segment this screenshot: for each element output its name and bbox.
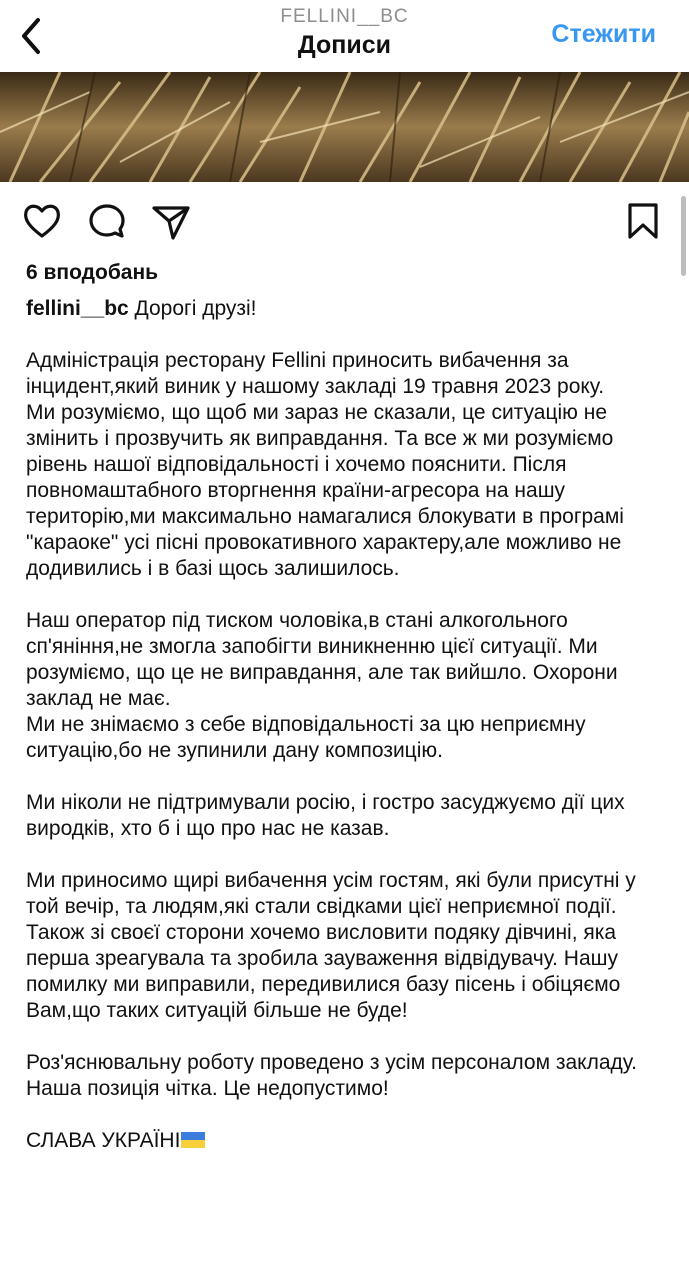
post-actions bbox=[0, 196, 689, 246]
like-button[interactable] bbox=[22, 196, 62, 246]
post-caption bbox=[26, 296, 666, 1154]
closing-line bbox=[26, 1128, 666, 1154]
scrollbar[interactable] bbox=[681, 196, 686, 276]
caption-paragraph: Ми розуміємо, що щоб ми зараз не сказали, це ситуацію не змінить і прозвучить як виправдання. Та все ж ми розуміємо рівень нашої відповідальності і хочемо пояснити. Після повномаштабного вторгнення країни-агресора на нашу територію,ми максимально намагалися блокувати в програмі "караоке" усі пісні провокативного характеру,але можливо не додивились і в базі щось залишилось. bbox=[26, 401, 624, 580]
caption-paragraph: Ми приносимо щирі вибачення усім гостям, які були присутні у той вечір, та людям,які стали свідками цієї неприємної події. Також зі своєї сторони хочемо висловити подяку дівчині, яка перша зреагувала та зробила зауваження відвідувачу. Нашу помилку ми виправили, передивилися базу пісень і обіцяємо Вам,що таких ситуацій більше не буде! bbox=[26, 869, 636, 1022]
caption-paragraph: Наш оператор під тиском чоловіка,в стані алкогольного сп'яніння,не змогла запобігти виникненню цієї ситуації. Ми розуміємо, що це не виправдання, але так вийшло. Охорони заклад не має. bbox=[26, 609, 618, 710]
caption-username[interactable]: fellini__bc bbox=[26, 297, 129, 320]
account-name: FELLINI__BC bbox=[280, 6, 409, 27]
send-icon bbox=[151, 196, 191, 246]
caption-greeting: Дорогі друзі! bbox=[128, 297, 257, 320]
comment-icon bbox=[87, 196, 127, 246]
post-image[interactable] bbox=[0, 72, 689, 182]
bookmark-icon bbox=[623, 196, 663, 246]
top-bar bbox=[0, 0, 689, 72]
share-button[interactable] bbox=[151, 196, 191, 246]
caption-paragraph: Роз'яснювальну роботу проведено з усім персоналом закладу. Наша позиція чітка. Це недопустимо! bbox=[26, 1051, 637, 1100]
caption-paragraph: Адміністрація ресторану Fellini приносить вибачення за інцидент,який виник у нашому закладі 19 травня 2023 року. bbox=[26, 349, 605, 398]
caption-paragraph: Ми ніколи не підтримували росію, і гостро засуджуємо дії цих виродків, хто б і що про нас не казав. bbox=[26, 791, 625, 840]
likes-count[interactable]: 6 вподобань bbox=[26, 261, 159, 284]
closing-text: СЛАВА УКРАЇНІ bbox=[26, 1129, 181, 1152]
heart-icon bbox=[22, 196, 62, 246]
wheat-photo bbox=[0, 72, 689, 182]
ukraine-flag-icon bbox=[181, 1132, 205, 1148]
caption-paragraph: Ми не знімаємо з себе відповідальності за цю неприємну ситуацію,бо не зупинили дану композицію. bbox=[26, 713, 586, 762]
comment-button[interactable] bbox=[87, 196, 127, 246]
page-title: Дописи bbox=[297, 31, 392, 59]
follow-button[interactable]: Стежити bbox=[551, 20, 656, 48]
save-button[interactable] bbox=[623, 196, 663, 246]
